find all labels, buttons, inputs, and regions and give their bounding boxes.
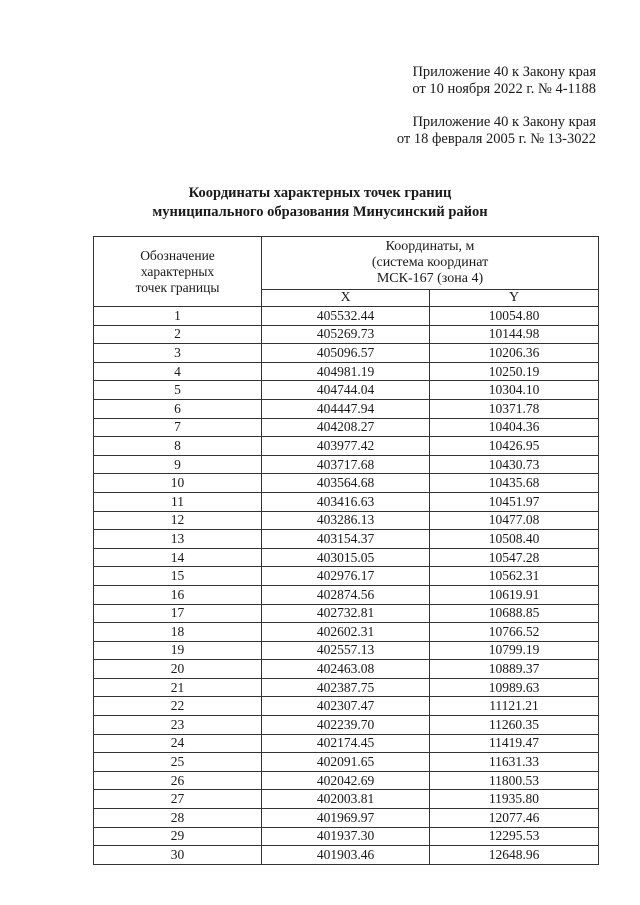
point-number: 24 <box>94 734 262 753</box>
table-row <box>94 623 599 642</box>
table-row <box>94 604 599 623</box>
point-number: 16 <box>94 585 262 604</box>
header-text: характерных <box>140 263 215 279</box>
y-coordinate: 10451.97 <box>430 492 599 511</box>
table-row <box>94 734 599 753</box>
y-coordinate: 10404.36 <box>430 418 599 437</box>
x-coordinate: 402557.13 <box>262 641 430 660</box>
x-coordinate: 402463.08 <box>262 660 430 679</box>
x-coordinate: 403286.13 <box>262 511 430 530</box>
table-row <box>94 344 599 363</box>
x-coordinate: 403564.68 <box>262 474 430 493</box>
y-coordinate: 12648.96 <box>430 846 599 865</box>
point-number: 9 <box>94 455 262 474</box>
title-line-1: Координаты характерных точек границ <box>188 185 452 201</box>
table-row <box>94 716 599 735</box>
table-row <box>94 790 599 809</box>
y-coordinate: 10766.52 <box>430 623 599 642</box>
table-row <box>94 697 599 716</box>
table-row <box>94 437 599 456</box>
table-row <box>94 418 599 437</box>
x-coordinate: 402003.81 <box>262 790 430 809</box>
header-text: (система координат <box>371 255 489 270</box>
column-header-point <box>94 237 262 307</box>
table-header <box>94 237 599 307</box>
point-number: 30 <box>94 846 262 865</box>
x-coordinate: 402732.81 <box>262 604 430 623</box>
table-row <box>94 660 599 679</box>
y-coordinate: 10304.10 <box>430 381 599 400</box>
amendment-reference <box>412 64 596 98</box>
y-coordinate: 10430.73 <box>430 455 599 474</box>
point-number: 29 <box>94 827 262 846</box>
point-number: 20 <box>94 660 262 679</box>
x-coordinate: 403717.68 <box>262 455 430 474</box>
x-coordinate: 402091.65 <box>262 753 430 772</box>
table-row <box>94 827 599 846</box>
y-coordinate: 10426.95 <box>430 437 599 456</box>
table-row <box>94 530 599 549</box>
x-coordinate: 404447.94 <box>262 399 430 418</box>
point-number: 5 <box>94 381 262 400</box>
point-number: 11 <box>94 492 262 511</box>
y-coordinate: 12295.53 <box>430 827 599 846</box>
table-row <box>94 455 599 474</box>
table-row <box>94 641 599 660</box>
x-coordinate: 405096.57 <box>262 344 430 363</box>
point-number: 21 <box>94 678 262 697</box>
x-coordinate: 402042.69 <box>262 771 430 790</box>
x-coordinate: 403977.42 <box>262 437 430 456</box>
table-body <box>94 307 599 865</box>
x-coordinate: 403015.05 <box>262 548 430 567</box>
y-coordinate: 10371.78 <box>430 399 599 418</box>
header-text: точек границы <box>135 279 220 295</box>
point-number: 27 <box>94 790 262 809</box>
x-coordinate: 402874.56 <box>262 585 430 604</box>
table-row <box>94 771 599 790</box>
header-text: Обозначение <box>140 247 215 263</box>
point-number: 23 <box>94 716 262 735</box>
table-row <box>94 474 599 493</box>
y-coordinate: 10688.85 <box>430 604 599 623</box>
x-coordinate: 402602.31 <box>262 623 430 642</box>
point-number: 22 <box>94 697 262 716</box>
table-row <box>94 511 599 530</box>
coordinates-table <box>93 236 599 865</box>
column-header-coordinates <box>262 237 599 290</box>
header-text: Координаты, м <box>385 239 475 254</box>
document-title <box>0 184 640 222</box>
x-coordinate: 405269.73 <box>262 325 430 344</box>
point-number: 15 <box>94 567 262 586</box>
x-coordinate: 402976.17 <box>262 567 430 586</box>
header-text: МСК-167 (зона 4) <box>376 271 484 286</box>
table-row <box>94 492 599 511</box>
y-coordinate: 10144.98 <box>430 325 599 344</box>
table-row <box>94 753 599 772</box>
column-header-y: Y <box>430 290 599 307</box>
table-row <box>94 548 599 567</box>
y-coordinate: 11419.47 <box>430 734 599 753</box>
x-coordinate: 404208.27 <box>262 418 430 437</box>
table-row <box>94 362 599 381</box>
x-coordinate: 403416.63 <box>262 492 430 511</box>
column-header-x: X <box>262 290 430 307</box>
point-number: 10 <box>94 474 262 493</box>
y-coordinate: 10989.63 <box>430 678 599 697</box>
appendix-date-number: от 18 февраля 2005 г. № 13-3022 <box>396 131 596 147</box>
y-coordinate: 10799.19 <box>430 641 599 660</box>
x-coordinate: 404744.04 <box>262 381 430 400</box>
y-coordinate: 11121.21 <box>430 697 599 716</box>
point-number: 13 <box>94 530 262 549</box>
x-coordinate: 401937.30 <box>262 827 430 846</box>
x-coordinate: 402174.45 <box>262 734 430 753</box>
appendix-label: Приложение 40 к Закону края <box>412 114 596 130</box>
table-row <box>94 307 599 326</box>
x-coordinate: 403154.37 <box>262 530 430 549</box>
x-coordinate: 402307.47 <box>262 697 430 716</box>
y-coordinate: 11800.53 <box>430 771 599 790</box>
y-coordinate: 11935.80 <box>430 790 599 809</box>
y-coordinate: 10250.19 <box>430 362 599 381</box>
point-number: 7 <box>94 418 262 437</box>
x-coordinate: 401903.46 <box>262 846 430 865</box>
table-row <box>94 567 599 586</box>
table-row <box>94 585 599 604</box>
point-number: 3 <box>94 344 262 363</box>
point-number: 25 <box>94 753 262 772</box>
point-number: 4 <box>94 362 262 381</box>
y-coordinate: 10547.28 <box>430 548 599 567</box>
table-row <box>94 678 599 697</box>
point-number: 8 <box>94 437 262 456</box>
point-number: 26 <box>94 771 262 790</box>
original-reference <box>397 114 596 148</box>
x-coordinate: 405532.44 <box>262 307 430 326</box>
point-number: 6 <box>94 399 262 418</box>
y-coordinate: 10508.40 <box>430 530 599 549</box>
y-coordinate: 10477.08 <box>430 511 599 530</box>
table-row <box>94 809 599 828</box>
y-coordinate: 10435.68 <box>430 474 599 493</box>
y-coordinate: 12077.46 <box>430 809 599 828</box>
y-coordinate: 10054.80 <box>430 307 599 326</box>
y-coordinate: 11631.33 <box>430 753 599 772</box>
table-row <box>94 846 599 865</box>
table-row <box>94 325 599 344</box>
appendix-label: Приложение 40 к Закону края <box>412 64 596 80</box>
point-number: 12 <box>94 511 262 530</box>
x-coordinate: 401969.97 <box>262 809 430 828</box>
y-coordinate: 10562.31 <box>430 567 599 586</box>
point-number: 19 <box>94 641 262 660</box>
table-row <box>94 381 599 400</box>
point-number: 2 <box>94 325 262 344</box>
x-coordinate: 402387.75 <box>262 678 430 697</box>
title-line-2: муниципального образования Минусинский район <box>152 204 488 220</box>
point-number: 18 <box>94 623 262 642</box>
x-coordinate: 402239.70 <box>262 716 430 735</box>
point-number: 14 <box>94 548 262 567</box>
y-coordinate: 10206.36 <box>430 344 599 363</box>
y-coordinate: 10889.37 <box>430 660 599 679</box>
point-number: 17 <box>94 604 262 623</box>
x-coordinate: 404981.19 <box>262 362 430 381</box>
point-number: 28 <box>94 809 262 828</box>
y-coordinate: 10619.91 <box>430 585 599 604</box>
y-coordinate: 11260.35 <box>430 716 599 735</box>
table-row <box>94 399 599 418</box>
appendix-date-number: от 10 ноября 2022 г. № 4-1188 <box>412 81 596 97</box>
point-number: 1 <box>94 307 262 326</box>
